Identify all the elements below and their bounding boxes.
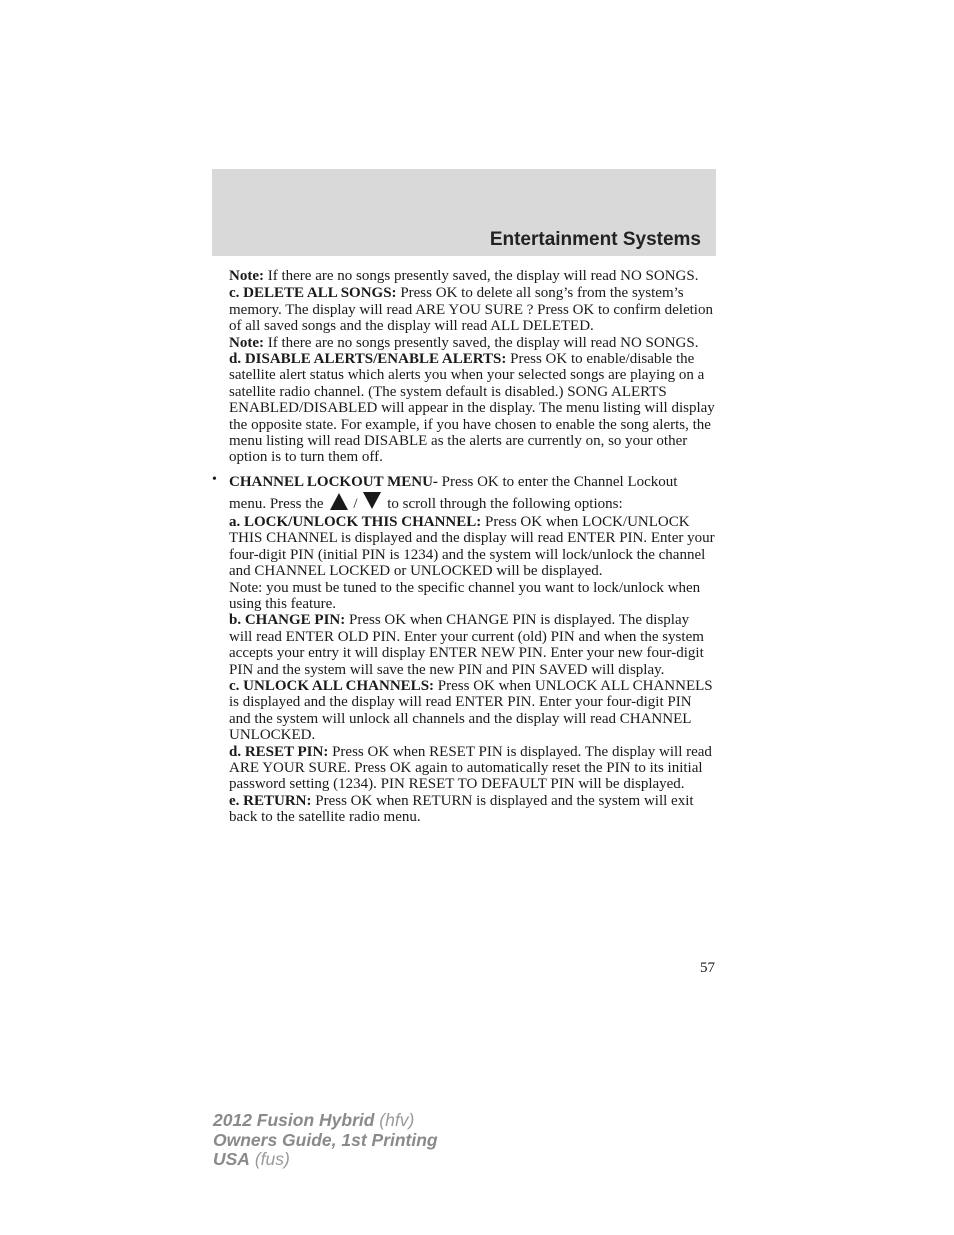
bullet: • (212, 471, 217, 487)
footer-model: 2012 Fusion Hybrid (213, 1110, 375, 1130)
footer-region: USA (213, 1149, 250, 1169)
page-content (212, 268, 715, 826)
lock-unlock-text: Press OK when LOCK/UNLOCK THIS CHANNEL is displayed and the display will read ENTER PIN. Enter your four-digit PIN (initial PIN is 1234) and the system will lock/unlock the channel and CHANNEL LOCKED or UNLOCKED will be displayed. (229, 513, 715, 580)
lockout-intro (229, 472, 715, 514)
note-paragraph (229, 335, 715, 351)
alerts-text: Press OK to enable/disable the satellite alert status which alerts you when your selected songs are playing on a satellite radio channel. (The system default is disabled.) SONG ALERTS ENABLED/DISABLED will appear in the display. The menu listing will display the opposite state. For example, if you have chosen to enable the song alerts, the menu listing will read DISABLE as the alerts are currently on, so your other option is to turn them off. (229, 351, 715, 466)
return-paragraph (229, 793, 715, 826)
unlock-all-label: c. UNLOCK ALL CHANNELS: (229, 677, 435, 694)
slash: / (353, 495, 358, 512)
section-header (212, 169, 716, 256)
section-title: Entertainment Systems (489, 229, 701, 250)
change-pin-text: Press OK when CHANGE PIN is displayed. The display will read ENTER OLD PIN. Enter your current (old) PIN and when the system accepts your entry it will display ENTER NEW PIN. Enter your new four-digit PIN and the system will save the new PIN and PIN SAVED will display. (229, 612, 704, 678)
footer-region-code: (fus) (249, 1149, 290, 1169)
lock-unlock-paragraph (229, 514, 715, 580)
note-label: Note: (229, 268, 264, 284)
footer-line-guide (213, 1131, 438, 1151)
footer-model-code: (hfv) (374, 1110, 415, 1130)
delete-songs-label: c. DELETE ALL SONGS: (229, 285, 397, 302)
up-arrow-icon (330, 493, 348, 510)
page-number: 57 (700, 960, 715, 976)
alerts-label: d. DISABLE ALERTS/ENABLE ALERTS: (229, 351, 507, 368)
lock-note-paragraph: Note: you must be tuned to the specific channel you want to lock/unlock when using this feature. (229, 579, 701, 612)
lockout-title: CHANNEL LOCKOUT MENU- (229, 473, 438, 490)
note-text: If there are no songs presently saved, the display will read NO SONGS. (263, 268, 699, 284)
return-text: Press OK when RETURN is displayed and the system will exit back to the satellite radio menu. (229, 792, 694, 826)
change-pin-paragraph (229, 612, 715, 678)
change-pin-label: b. CHANGE PIN: (229, 612, 346, 629)
delete-songs-paragraph (229, 285, 715, 334)
unlock-all-paragraph (229, 678, 715, 744)
note-label: Note: (229, 334, 264, 351)
footer-guide: Owners Guide, 1st Printing (213, 1129, 438, 1150)
lockout-intro-text-end: to scroll through the following options: (383, 495, 623, 512)
reset-pin-paragraph (229, 744, 715, 793)
alerts-paragraph (229, 351, 715, 466)
lockout-intro-text: Press OK to enter the Channel Lockout menu. Press the (229, 473, 678, 512)
return-label: e. RETURN: (229, 792, 312, 809)
footer-line-region (213, 1150, 438, 1170)
down-arrow-icon (363, 492, 381, 509)
footer-line-model (213, 1111, 438, 1131)
note-paragraph (229, 268, 715, 284)
delete-songs-text: Press OK to delete all song’s from the system’s memory. The display will read ARE YOU SURE ? Press OK to confirm deletion of all saved songs and the display will read ALL DELETED. (229, 285, 713, 335)
reset-pin-label: d. RESET PIN: (229, 743, 329, 760)
channel-lockout-section (212, 471, 715, 826)
footer (213, 1111, 438, 1170)
note-text: If there are no songs presently saved, the display will read NO SONGS. (263, 334, 699, 351)
reset-pin-text: Press OK when RESET PIN is displayed. The display will read ARE YOUR SURE. Press OK again to automatically reset the PIN to its initial password setting (1234). PIN RESET TO DEFAULT PIN will be displayed. (229, 743, 712, 793)
unlock-all-text: Press OK when UNLOCK ALL CHANNELS is displayed and the display will read ENTER PIN. Enter your four-digit PIN and the system will unlock all channels and the display will read CHANNEL UNLOCKED. (229, 677, 713, 744)
lock-unlock-label: a. LOCK/UNLOCK THIS CHANNEL: (229, 513, 482, 530)
